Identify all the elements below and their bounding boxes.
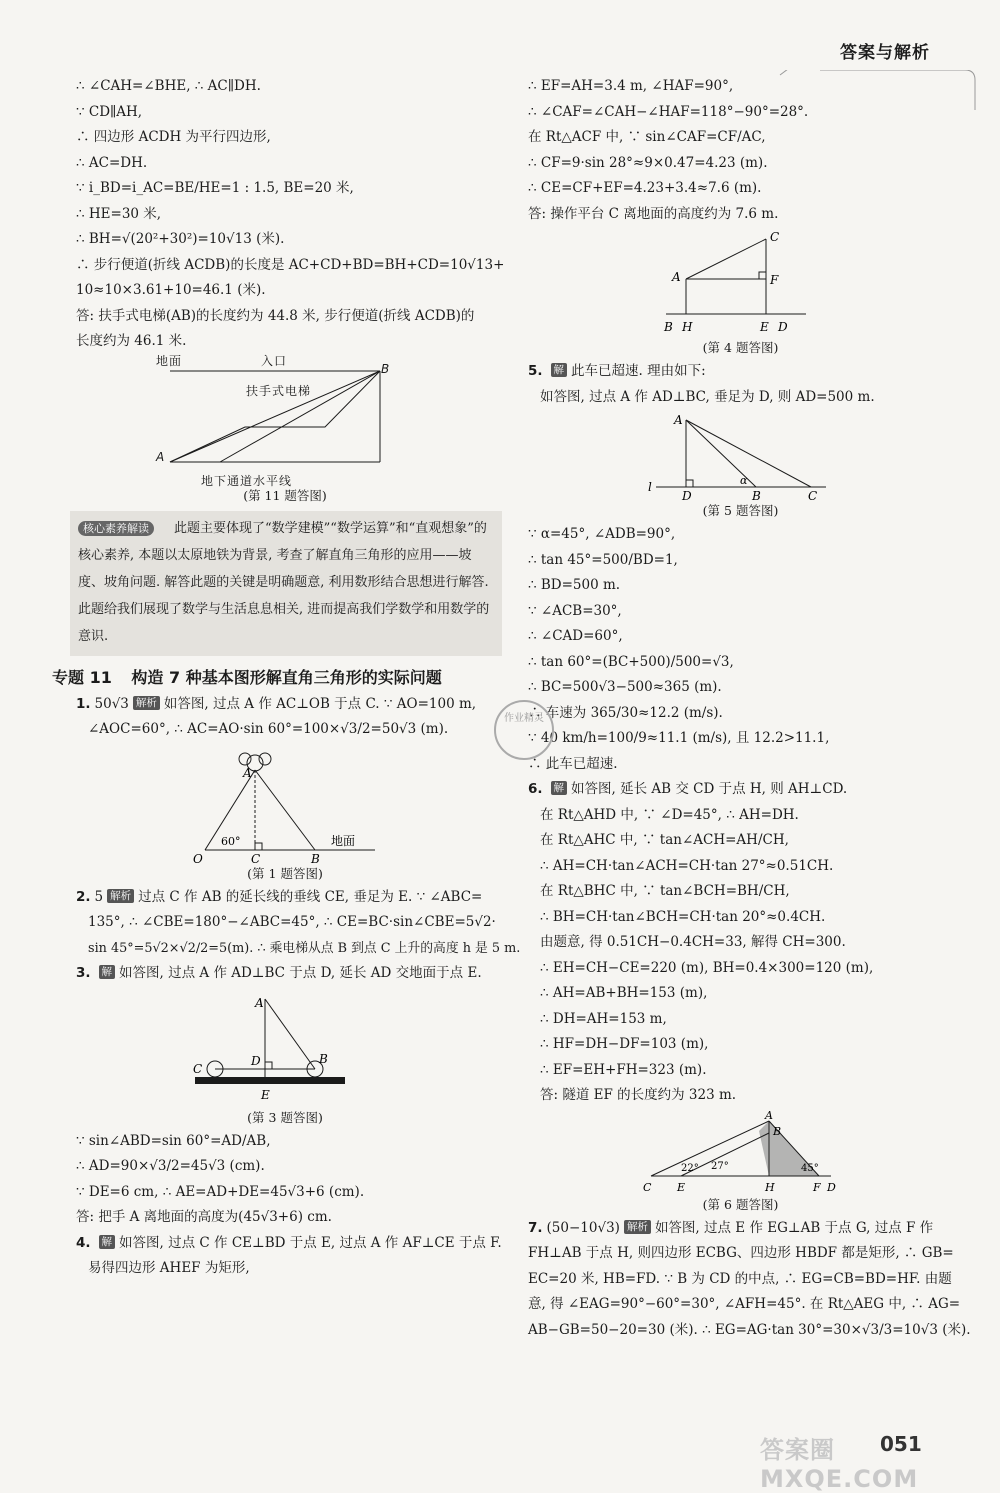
page-number: 051 (880, 1432, 922, 1456)
q3-after-line: ∵ sin∠ABD=sin 60°=AD/AB, (76, 1132, 271, 1149)
q-prev-lines (76, 74, 505, 355)
q5-after-line: ∴ 此车已超速. (528, 755, 618, 772)
figure-3-caption: (第 3 题答图) (247, 1109, 323, 1125)
figure-11-caption: (第 11 题答图) (243, 487, 327, 503)
topic-title (52, 664, 494, 692)
fig4-label-F: F (769, 273, 778, 287)
topic-label: 专题 11 (52, 667, 112, 687)
q11-cont-line: ∴ HE=30 米, (76, 205, 162, 222)
q5-after-line: ∴ BC=500√3−500≈365 (m). (528, 679, 722, 695)
q2-analysis-tag: 解析 (107, 889, 134, 903)
q3-text-1: 如答图, 过点 A 作 AD⊥BC 于点 D, 延长 AD 交地面于点 E. (119, 965, 482, 981)
fig11-label-ground: 地面 (156, 353, 183, 368)
q11-cont-line: 长度约为 46.1 米. (76, 333, 187, 349)
topic-name: 构造 7 种基本图形解直角三角形的实际问题 (131, 667, 442, 687)
q7-lines (528, 1241, 971, 1343)
fig6-label-E: E (676, 1180, 685, 1194)
q1-line-1 (76, 692, 494, 718)
q11-cont-line: 10≈10×3.61+10=46.1 (米). (76, 282, 266, 298)
fig11-label-entrance: 入口 (261, 353, 288, 368)
fig6-label-H: H (764, 1180, 775, 1194)
fig5-label-l: l (647, 480, 652, 494)
fig1-label-O: O (193, 851, 203, 865)
fig4-label-C: C (769, 230, 779, 244)
q1-line-2: ∠AOC=60°, ∴ AC=AO·sin 60°=100×√3/2=50√3 (m). (88, 721, 449, 737)
fig6-label-D: D (826, 1180, 836, 1194)
q5-after-lines (528, 522, 953, 777)
q5-after-line: ∵ α=45°, ∠ADB=90°, (528, 526, 676, 542)
q7-answer: (50−10√3) (546, 1219, 620, 1236)
figure-1-caption: (第 1 题答图) (247, 865, 323, 881)
fig1-label-B: B (311, 851, 320, 865)
q5-line-1 (528, 359, 953, 385)
core-literacy-box (70, 511, 502, 656)
page-header-title: 答案与解析 (840, 43, 930, 63)
q11-cont-line: 答: 扶手式电梯(AB)的长度约为 44.8 米, 步行便道(折线 ACDB)的 (76, 307, 475, 324)
fig11-label-escalator: 扶手式电梯 (246, 383, 312, 398)
q4-cont-line: 答: 操作平台 C 离地面的高度约为 7.6 m. (528, 205, 779, 222)
left-column (52, 74, 521, 1282)
watermark-text: 答案圈 MXQE.COM (760, 1436, 919, 1493)
q5-after-line: ∴ BD=500 m. (528, 577, 621, 593)
figure-1-diagram (185, 745, 385, 865)
figure-3-diagram (185, 989, 385, 1109)
figure-1 (76, 745, 494, 883)
q5-line-2: 如答图, 过点 A 作 AD⊥BC, 垂足为 D, 则 AD=500 m. (540, 388, 875, 405)
q11-cont-line: ∵ CD∥AH, (76, 103, 143, 120)
q6-line: ∴ BH=CH·tan∠BCH=CH·tan 20°≈0.4CH. (540, 908, 826, 925)
figure-6-caption: (第 6 题答图) (702, 1196, 779, 1212)
q1-number: 1. (76, 695, 91, 712)
fig4-label-D: D (777, 320, 788, 334)
figure-6 (528, 1111, 953, 1214)
q7-line: FH⊥AB 于点 H, 则四边形 ECBG、四边形 HBDF 都是矩形, ∴ GB= (528, 1245, 954, 1261)
q6-line: 在 Rt△BHC 中, ∵ tan∠BCH=BH/CH, (540, 883, 790, 899)
core-literacy-text: 此题主要体现了“数学建模”“数学运算”和“直观想象”的核心素养, 本题以太原地铁为背景, 考查了解直角三角形的应用——坡度、坡角问题. 解答此题的关键是明确题意, 利用数形结合思想进行解答. 此题给我们展现了数学与生活息息相关, 进而提高我们学数学和用数学的意识. (78, 520, 490, 644)
figure-11-diagram (160, 357, 410, 487)
figure-5-diagram (646, 412, 836, 502)
q5-after-line: ∴ 车速为 365/30≈12.2 (m/s). (528, 704, 723, 721)
q1-analysis-tag: 解析 (133, 696, 160, 710)
q4-cont-line: ∴ EF=AH=3.4 m, ∠HAF=90°, (528, 78, 734, 94)
q3-line-1 (76, 961, 494, 987)
figure-4-diagram (656, 229, 826, 339)
fig4-label-A: A (671, 270, 681, 284)
q6-line-1 (528, 777, 953, 803)
q4-text-1: 如答图, 过点 C 作 CE⊥BD 于点 E, 过点 A 作 AF⊥CE 于点 F. (119, 1234, 502, 1251)
fig6-label-45: 45° (800, 1162, 819, 1174)
q3-after-line: ∴ AD=90×√3/2=45√3 (cm). (76, 1158, 265, 1174)
q2-number: 2. (76, 888, 91, 905)
q6-line: 由题意, 得 0.51CH−0.4CH=33, 解得 CH=300. (540, 934, 846, 950)
q3-number: 3. (76, 965, 91, 981)
fig1-label-C: C (251, 851, 261, 865)
fig11-label-horizontal: 地下通道水平线 (201, 473, 293, 488)
q4-solution-tag: 解 (99, 1235, 116, 1249)
q3-after-line: 答: 把手 A 离地面的高度为(45√3+6) cm. (76, 1209, 332, 1225)
q11-cont-line: ∴ ∠CAH=∠BHE, ∴ AC∥DH. (76, 78, 261, 94)
q11-cont-line: ∴ 四边形 ACDH 为平行四边形, (76, 129, 271, 145)
q6-solution-tag: 解 (551, 781, 568, 795)
q7-line: EC=20 米, HB=FD. ∵ B 为 CD 的中点, ∴ EG=CB=BD=HF. 由题 (528, 1270, 952, 1287)
fig3-label-A: A (255, 995, 264, 1010)
fig6-label-27: 27° (710, 1160, 729, 1172)
right-column (528, 74, 971, 1343)
fig6-label-22: 22° (680, 1162, 699, 1174)
fig6-label-B: B (772, 1124, 781, 1138)
q6-line: ∴ EH=CH−CE=220 (m), BH=0.4×300=120 (m), (540, 959, 874, 976)
q5-text-1: 此车已超速. 理由如下: (571, 363, 706, 379)
q7-analysis-tag: 解析 (624, 1220, 651, 1234)
q2-answer: 5 (94, 888, 104, 905)
stamp-seal: 作业精灵 (494, 700, 554, 760)
q1-text-1: 如答图, 过点 A 作 AC⊥OB 于点 C. ∵ AO=100 m, (163, 695, 477, 712)
q6-line: ∴ DH=AH=153 m, (540, 1010, 667, 1027)
q6-lines (528, 803, 953, 1109)
q4-line-2: 易得四边形 AHEF 为矩形, (88, 1260, 250, 1276)
q11-cont-line: ∵ i_BD=i_AC=BE/HE=1 : 1.5, BE=20 米, (76, 180, 354, 196)
fig1-label-A: A (243, 765, 252, 780)
q5-after-line: ∵ 40 km/h=100/9≈11.1 (m/s), 且 12.2>11.1, (528, 730, 830, 746)
q4-cont-line: 在 Rt△ACF 中, ∵ sin∠CAF=CF/AC, (528, 129, 766, 145)
q6-line: ∴ HF=DH−DF=103 (m), (540, 1036, 709, 1052)
q5-after-line: ∴ ∠CAD=60°, (528, 628, 623, 644)
q5-after-line: ∴ tan 60°=(BC+500)/500=√3, (528, 653, 734, 670)
q6-line: ∴ AH=CH·tan∠ACH=CH·tan 27°≈0.51CH. (540, 857, 834, 874)
q4-number: 4. (76, 1234, 91, 1251)
q2-text-1: 过点 C 作 AB 的延长线的垂线 CE, 垂足为 E. ∵ ∠ABC= (138, 888, 483, 905)
q7-line-1 (528, 1216, 953, 1242)
q4-cont-lines (528, 74, 953, 227)
q7-line: AB−GB=50−20=30 (米). ∴ EG=AG·tan 30°=30×√3/3=10√3 (米). (528, 1321, 971, 1338)
fig3-label-B: B (319, 1051, 328, 1066)
fig6-label-A: A (764, 1110, 773, 1122)
fig5-label-A: A (673, 413, 683, 427)
fig5-label-C: C (807, 489, 817, 502)
q6-line: 答: 隧道 EF 的长度约为 323 m. (540, 1087, 737, 1103)
q6-text-1: 如答图, 延长 AB 交 CD 于点 H, 则 AH⊥CD. (571, 781, 848, 797)
figure-6-diagram (641, 1111, 841, 1196)
fig4-label-B: B (663, 320, 673, 334)
fig1-label-ground: 地面 (331, 833, 356, 848)
q2-line-3: sin 45°=5√2×√2/2=5(m). ∴ 乘电梯从点 B 到点 C 上升的高度 h 是 5 m. (88, 940, 521, 956)
q7-line: 意, 得 ∠EAG=90°−60°=30°, ∠AFH=45°. 在 Rt△AEG 中, ∴ AG= (528, 1296, 961, 1312)
figure-5-caption: (第 5 题答图) (702, 503, 779, 518)
fig4-label-E: E (759, 320, 769, 334)
fig11-label-A: A (156, 449, 166, 464)
fig5-label-D: D (681, 489, 692, 502)
q6-line: ∴ AH=AB+BH=153 (m), (540, 985, 708, 1001)
fig11-label-B: B (381, 361, 391, 376)
q6-line: 在 Rt△AHD 中, ∵ ∠D=45°, ∴ AH=DH. (540, 806, 799, 823)
fig6-label-C: C (642, 1180, 651, 1194)
q6-line: ∴ EF=EH+FH=323 (m). (540, 1061, 707, 1078)
figure-5 (528, 412, 953, 520)
figure-11 (76, 353, 494, 505)
figure-3 (76, 989, 494, 1127)
q6-number: 6. (528, 781, 543, 797)
fig3-label-E: E (261, 1087, 270, 1102)
q11-cont-line: ∴ BH=√(20²+30²)=10√13 (米). (76, 231, 285, 247)
q7-text-1: 如答图, 过点 E 作 EG⊥AB 于点 G, 过点 F 作 (654, 1219, 934, 1236)
q11-cont-line: ∴ 步行便道(折线 ACDB)的长度是 AC+CD+BD=BH+CD=10√13+ (76, 256, 505, 273)
q3-after-line: ∵ DE=6 cm, ∴ AE=AD+DE=45√3+6 (cm). (76, 1183, 365, 1200)
q4-cont-line: ∴ ∠CAF=∠CAH−∠HAF=118°−90°=28°. (528, 103, 809, 120)
q4-line-1 (76, 1231, 502, 1257)
fig1-label-60: 60° (221, 834, 241, 848)
q4-cont-line: ∴ CE=CF+EF=4.23+3.4≈7.6 (m). (528, 180, 762, 196)
core-literacy-tag: 核心素养解读 (78, 521, 154, 536)
figure-4-caption: (第 4 题答图) (702, 340, 779, 355)
q7-number: 7. (528, 1219, 543, 1236)
q6-line: 在 Rt△AHC 中, ∵ tan∠ACH=AH/CH, (540, 832, 789, 848)
figure-4 (528, 229, 953, 357)
fig5-label-alpha: α (739, 474, 747, 487)
fig4-label-H: H (681, 320, 692, 334)
q5-solution-tag: 解 (551, 363, 568, 377)
q2-line-2: 135°, ∴ ∠CBE=180°−∠ABC=45°, ∴ CE=BC·sin∠CBE=5√2· (88, 914, 496, 930)
q5-after-line: ∵ ∠ACB=30°, (528, 602, 622, 619)
q4-cont-line: ∴ CF=9·sin 28°≈9×0.47=4.23 (m). (528, 154, 768, 171)
fig5-label-B: B (751, 489, 761, 502)
q5-after-line: ∴ tan 45°=500/BD=1, (528, 551, 678, 568)
q3-solution-tag: 解 (99, 965, 116, 979)
q1-answer: 50√3 (94, 695, 129, 712)
q5-number: 5. (528, 363, 543, 379)
q11-cont-line: ∴ AC=DH. (76, 154, 148, 171)
q3-after-lines (76, 1129, 494, 1231)
q2-line-1 (76, 885, 494, 911)
fig3-label-C: C (193, 1061, 203, 1076)
fig6-label-F: F (812, 1180, 821, 1194)
fig3-label-D: D (251, 1053, 261, 1068)
